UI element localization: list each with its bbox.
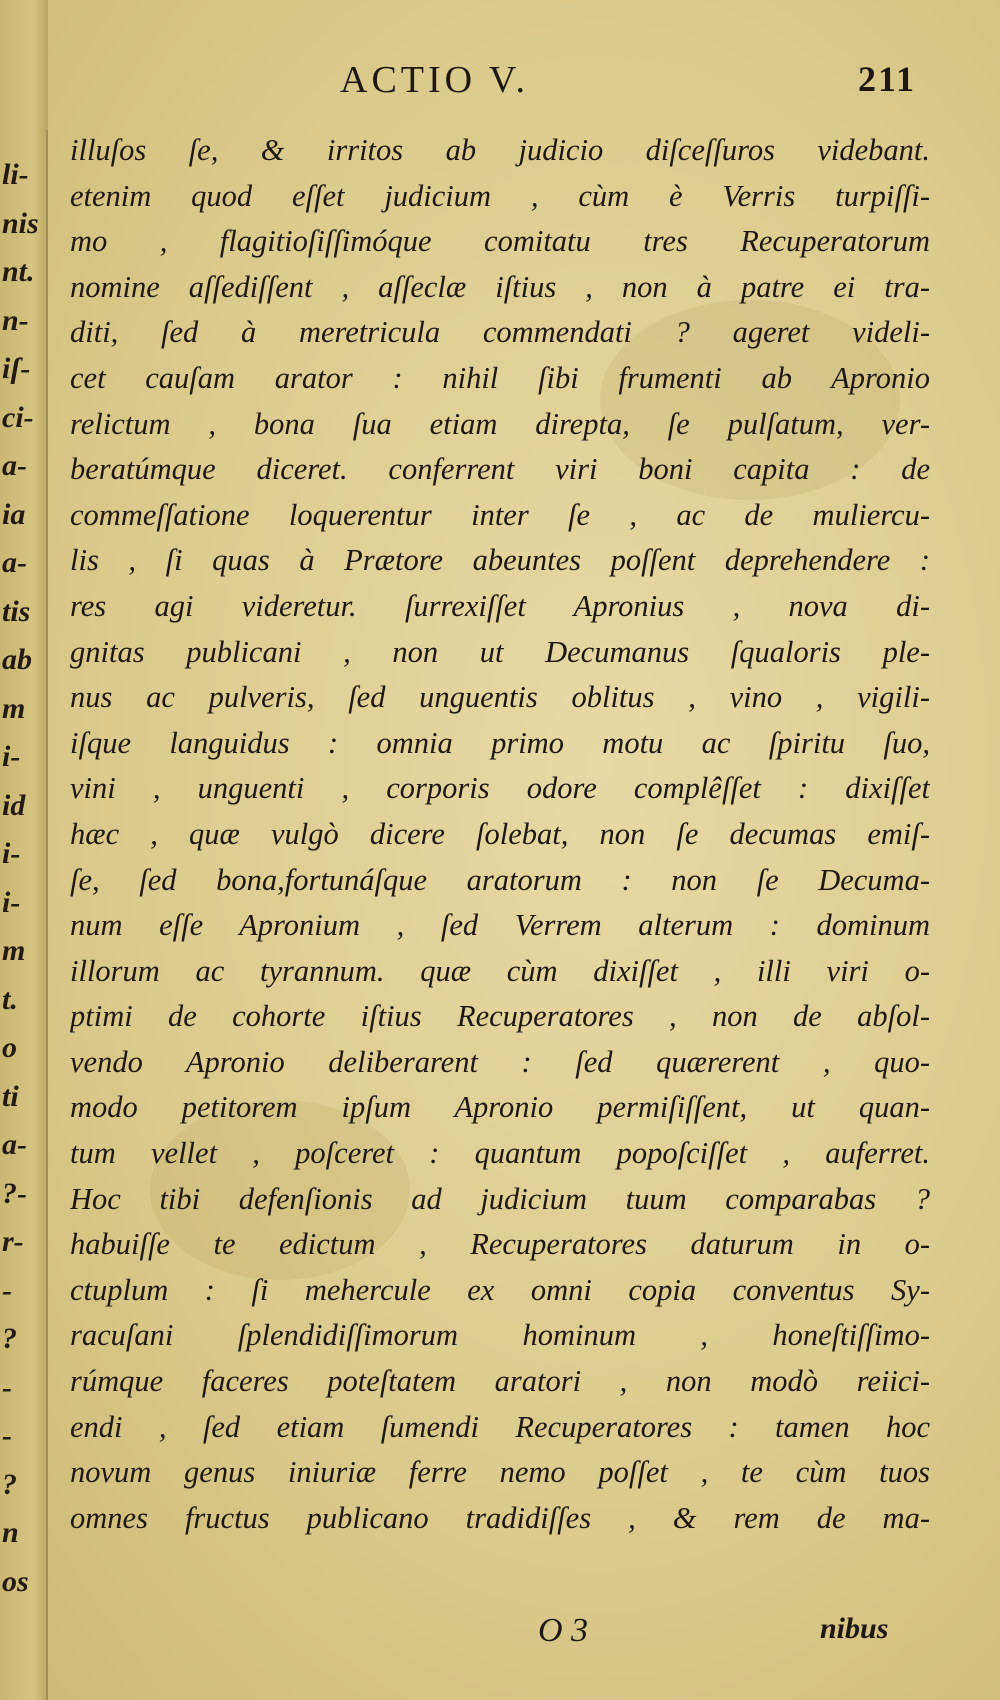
margin-fragment: nis bbox=[2, 208, 39, 239]
text-line: nus ac pulveris, ſed unguentis oblitus , vino , vigili- bbox=[70, 680, 930, 715]
text-line: rúmque faceres poteſtatem aratori , non modò reiici- bbox=[70, 1364, 930, 1399]
margin-fragment: t. bbox=[2, 984, 18, 1015]
margin-fragment: r- bbox=[2, 1227, 24, 1257]
text-line: ctuplum : ſi mehercule ex omni copia conventus Sy- bbox=[70, 1272, 930, 1307]
text-line: lis , ſi quas à Prætore abeuntes poſſent deprehendere : bbox=[70, 543, 930, 578]
text-line: relictum , bona ſua etiam direpta, ſe pulſatum, ver- bbox=[70, 406, 930, 441]
text-line: modo petitorem ipſum Apronio permiſiſſent, ut quan- bbox=[70, 1090, 930, 1125]
text-line: Hoc tibi defenſionis ad judicium tuum comparabas ? bbox=[70, 1181, 930, 1216]
text-line: racuſani ſplendidiſſimorum hominum , honeſtiſſimo- bbox=[70, 1318, 930, 1353]
signature-mark: O 3 bbox=[538, 1612, 589, 1649]
text-line: gnitas publicani , non ut Decumanus ſqualoris ple- bbox=[70, 634, 930, 669]
margin-fragment: a- bbox=[2, 1130, 27, 1160]
margin-fragment: ? bbox=[2, 1324, 17, 1354]
text-line: iſque languidus : omnia primo motu ac ſpiritu ſuo, bbox=[70, 725, 930, 760]
margin-fragment: ci- bbox=[2, 402, 34, 433]
margin-fragment: os bbox=[2, 1566, 29, 1597]
margin-fragment: nt. bbox=[2, 257, 35, 287]
margin-fragment: - bbox=[2, 1372, 12, 1403]
page-number: 211 bbox=[858, 59, 917, 99]
text-line: nomine aſſediſſent , aſſeclæ iſtius , non à patre ei tra- bbox=[70, 269, 930, 304]
margin-fragment: ia bbox=[2, 499, 26, 530]
text-line: etenim quod eſſet judicium , cùm è Verris turpiſſi- bbox=[70, 178, 930, 213]
margin-fragment: n- bbox=[2, 305, 29, 336]
margin-fragment: i- bbox=[2, 839, 21, 869]
margin-fragment: - bbox=[2, 1275, 12, 1306]
margin-fragment: ab bbox=[2, 645, 32, 675]
margin-fragment: ?- bbox=[2, 1178, 27, 1209]
text-line: endi , ſed etiam ſumendi Recuperatores : tamen hoc bbox=[70, 1409, 930, 1444]
text-line: illuſos ſe, & irritos ab judicio diſceſſuros videbant. bbox=[70, 133, 930, 167]
margin-fragment: n bbox=[2, 1518, 19, 1548]
margin-fragment: li- bbox=[2, 160, 29, 190]
header-title: ACTIO V. bbox=[340, 59, 529, 101]
text-line: novum genus iniuriæ ferre nemo poſſet , te cùm tuos bbox=[70, 1455, 930, 1490]
text-line: omnes fructus publicano tradidiſſes , & rem de ma- bbox=[70, 1500, 930, 1535]
margin-fragment: m bbox=[2, 936, 26, 966]
margin-fragment: i- bbox=[2, 887, 21, 918]
text-line: res agi videretur. ſurrexiſſet Apronius , nova di- bbox=[70, 588, 930, 623]
text-line: hæc , quæ vulgò dicere ſolebat, non ſe decumas emiſ- bbox=[70, 816, 930, 851]
margin-fragment: a- bbox=[2, 548, 27, 578]
text-line: commeſſatione loquerentur inter ſe , ac de muliercu- bbox=[70, 497, 930, 532]
margin-fragment: ? bbox=[2, 1469, 17, 1500]
margin-fragment: a- bbox=[2, 451, 27, 481]
text-line: cet cauſam arator : nihil ſibi frumenti ab Apronio bbox=[70, 360, 930, 395]
margin-fragment: i- bbox=[2, 742, 21, 772]
text-line: vini , unguenti , corporis odore complêſſet : dixiſſet bbox=[70, 771, 930, 806]
text-line: diti, ſed à meretricula commendati ? ageret videli- bbox=[70, 315, 930, 350]
text-line: ptimi de cohorte iſtius Recuperatores , non de abſol- bbox=[70, 999, 930, 1034]
text-line: tum vellet , poſceret : quantum popoſciſſet , auferret. bbox=[70, 1136, 930, 1171]
margin-fragment: o bbox=[2, 1033, 17, 1063]
text-line: ſe, ſed bona,fortunáſque aratorum : non ſe Decuma- bbox=[70, 862, 930, 897]
margin-fragment: m bbox=[2, 693, 26, 724]
catchword: nibus bbox=[820, 1612, 889, 1645]
margin-fragment: ti bbox=[2, 1081, 19, 1112]
text-line: beratúmque diceret. conferrent viri boni capita : de bbox=[70, 452, 930, 487]
margin-fragment: tis bbox=[2, 596, 31, 627]
text-line: habuiſſe te edictum , Recuperatores daturum in o- bbox=[70, 1227, 930, 1262]
gutter-fold-line bbox=[46, 130, 48, 1700]
text-line: vendo Apronio deliberarent : ſed quærerent , quo- bbox=[70, 1044, 930, 1079]
running-header bbox=[0, 58, 1000, 108]
text-line: num eſſe Apronium , ſed Verrem alterum : dominum bbox=[70, 908, 930, 943]
page-footer bbox=[0, 1612, 1000, 1662]
margin-fragment: - bbox=[2, 1421, 12, 1451]
text-line: illorum ac tyrannum. quæ cùm dixiſſet , illi viri o- bbox=[70, 953, 930, 988]
margin-fragment: id bbox=[2, 790, 26, 821]
latin-body-text bbox=[70, 128, 930, 1541]
margin-fragment: iſ- bbox=[2, 354, 31, 384]
text-line: mo , flagitioſiſſimóque comitatu tres Recuperatorum bbox=[70, 224, 930, 259]
